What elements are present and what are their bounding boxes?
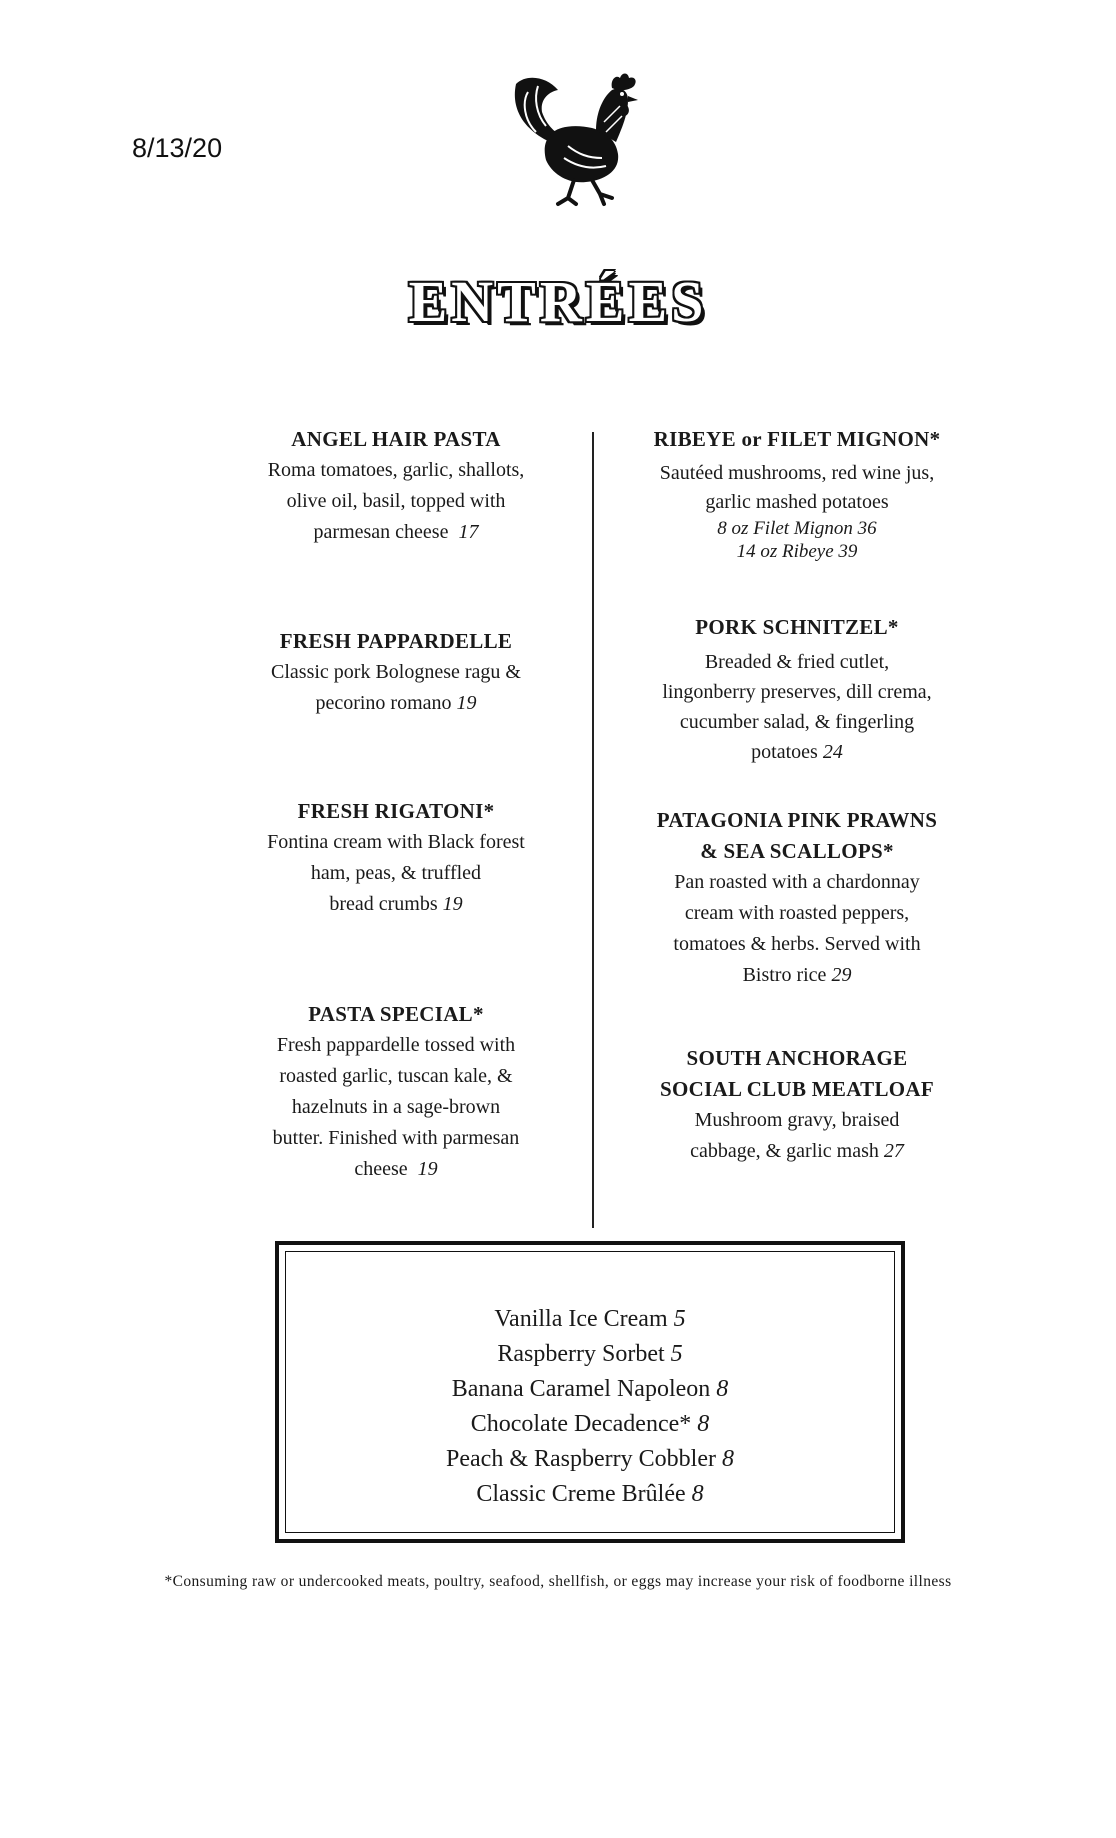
dessert-item: Raspberry Sorbet 5 [497, 1341, 683, 1367]
dish-name: PASTA SPECIAL* [308, 1002, 484, 1026]
dessert-box [275, 1241, 905, 1543]
dish-description: Fontina cream with Black forest ham, peas, & truffled bread crumbs 19 [267, 831, 525, 915]
health-disclaimer: *Consuming raw or undercooked meats, poultry, seafood, shellfish, or eggs may increase your risk of foodborne illness [164, 1573, 952, 1590]
dessert-price: 8 [691, 1481, 704, 1507]
dessert-price: 5 [670, 1341, 683, 1367]
dish-name: FRESH PAPPARDELLE [279, 629, 513, 653]
dish-sizes: 8 oz Filet Mignon 36 14 oz Ribeye 39 [717, 518, 877, 562]
dish-pork-schnitzel [597, 612, 997, 767]
dessert-price: 8 [697, 1411, 710, 1437]
dish-angel-hair-pasta [196, 424, 596, 548]
dish-name: ANGEL HAIR PASTA [291, 427, 501, 451]
dish-fresh-pappardelle [196, 626, 596, 719]
dish-name: FRESH RIGATONI* [297, 799, 495, 823]
dish-price: 17 [458, 521, 479, 543]
dessert-item: Classic Creme Brûlée 8 [476, 1481, 704, 1507]
dish-description: Sautéed mushrooms, red wine jus, garlic mashed potatoes [659, 462, 935, 513]
section-title: ENTRÉES [408, 269, 708, 334]
dessert-price: 5 [673, 1306, 686, 1332]
dish-description: Breaded & fried cutlet, lingonberry preserves, dill crema, cucumber salad, & fingerling potatoes 24 [662, 651, 932, 763]
dish-name: PORK SCHNITZEL* [695, 615, 899, 639]
dish-ribeye-filet [597, 424, 997, 563]
entrees-left-column [196, 0, 596, 1838]
dish-price: 19 [442, 893, 463, 915]
dessert-item: Chocolate Decadence* 8 [470, 1411, 710, 1437]
dish-name: SOUTH ANCHORAGE SOCIAL CLUB MEATLOAF [660, 1046, 934, 1101]
dish-price: 24 [822, 741, 843, 763]
dessert-price: 8 [721, 1446, 734, 1472]
dish-name: PATAGONIA PINK PRAWNS & SEA SCALLOPS* [656, 808, 938, 863]
dish-price: 29 [831, 964, 852, 986]
dish-meatloaf [597, 1043, 997, 1167]
dish-price: 27 [883, 1140, 904, 1162]
dish-description: Roma tomatoes, garlic, shallots, olive oil, basil, topped with parmesan cheese 17 [267, 459, 525, 543]
dessert-item: Banana Caramel Napoleon 8 [451, 1376, 729, 1402]
dish-prawns-scallops [597, 805, 997, 991]
dish-description: Mushroom gravy, braised cabbage, & garlic mash 27 [690, 1109, 904, 1162]
dish-price: 19 [456, 692, 477, 714]
menu-date: 8/13/20 [132, 133, 223, 163]
dish-pasta-special [196, 999, 596, 1185]
dessert-item: Peach & Raspberry Cobbler 8 [446, 1446, 734, 1472]
dessert-box-inner-border [285, 1251, 895, 1533]
dessert-list [286, 1302, 894, 1512]
dish-description: Classic pork Bolognese ragu & pecorino romano 19 [271, 661, 521, 714]
dish-price: 19 [417, 1158, 438, 1180]
dish-description: Pan roasted with a chardonnay cream with roasted peppers, tomatoes & herbs. Served with Bistro rice 29 [673, 871, 921, 986]
entrees-right-column [597, 0, 997, 1838]
dish-description: Fresh pappardelle tossed with roasted garlic, tuscan kale, & hazelnuts in a sage-brown butter. Finished with parmesan cheese 19 [272, 1034, 520, 1180]
dish-fresh-rigatoni [196, 796, 596, 920]
dessert-price: 8 [716, 1376, 729, 1402]
dessert-item: Vanilla Ice Cream 5 [494, 1306, 686, 1332]
dish-name: RIBEYE or FILET MIGNON* [653, 427, 941, 451]
